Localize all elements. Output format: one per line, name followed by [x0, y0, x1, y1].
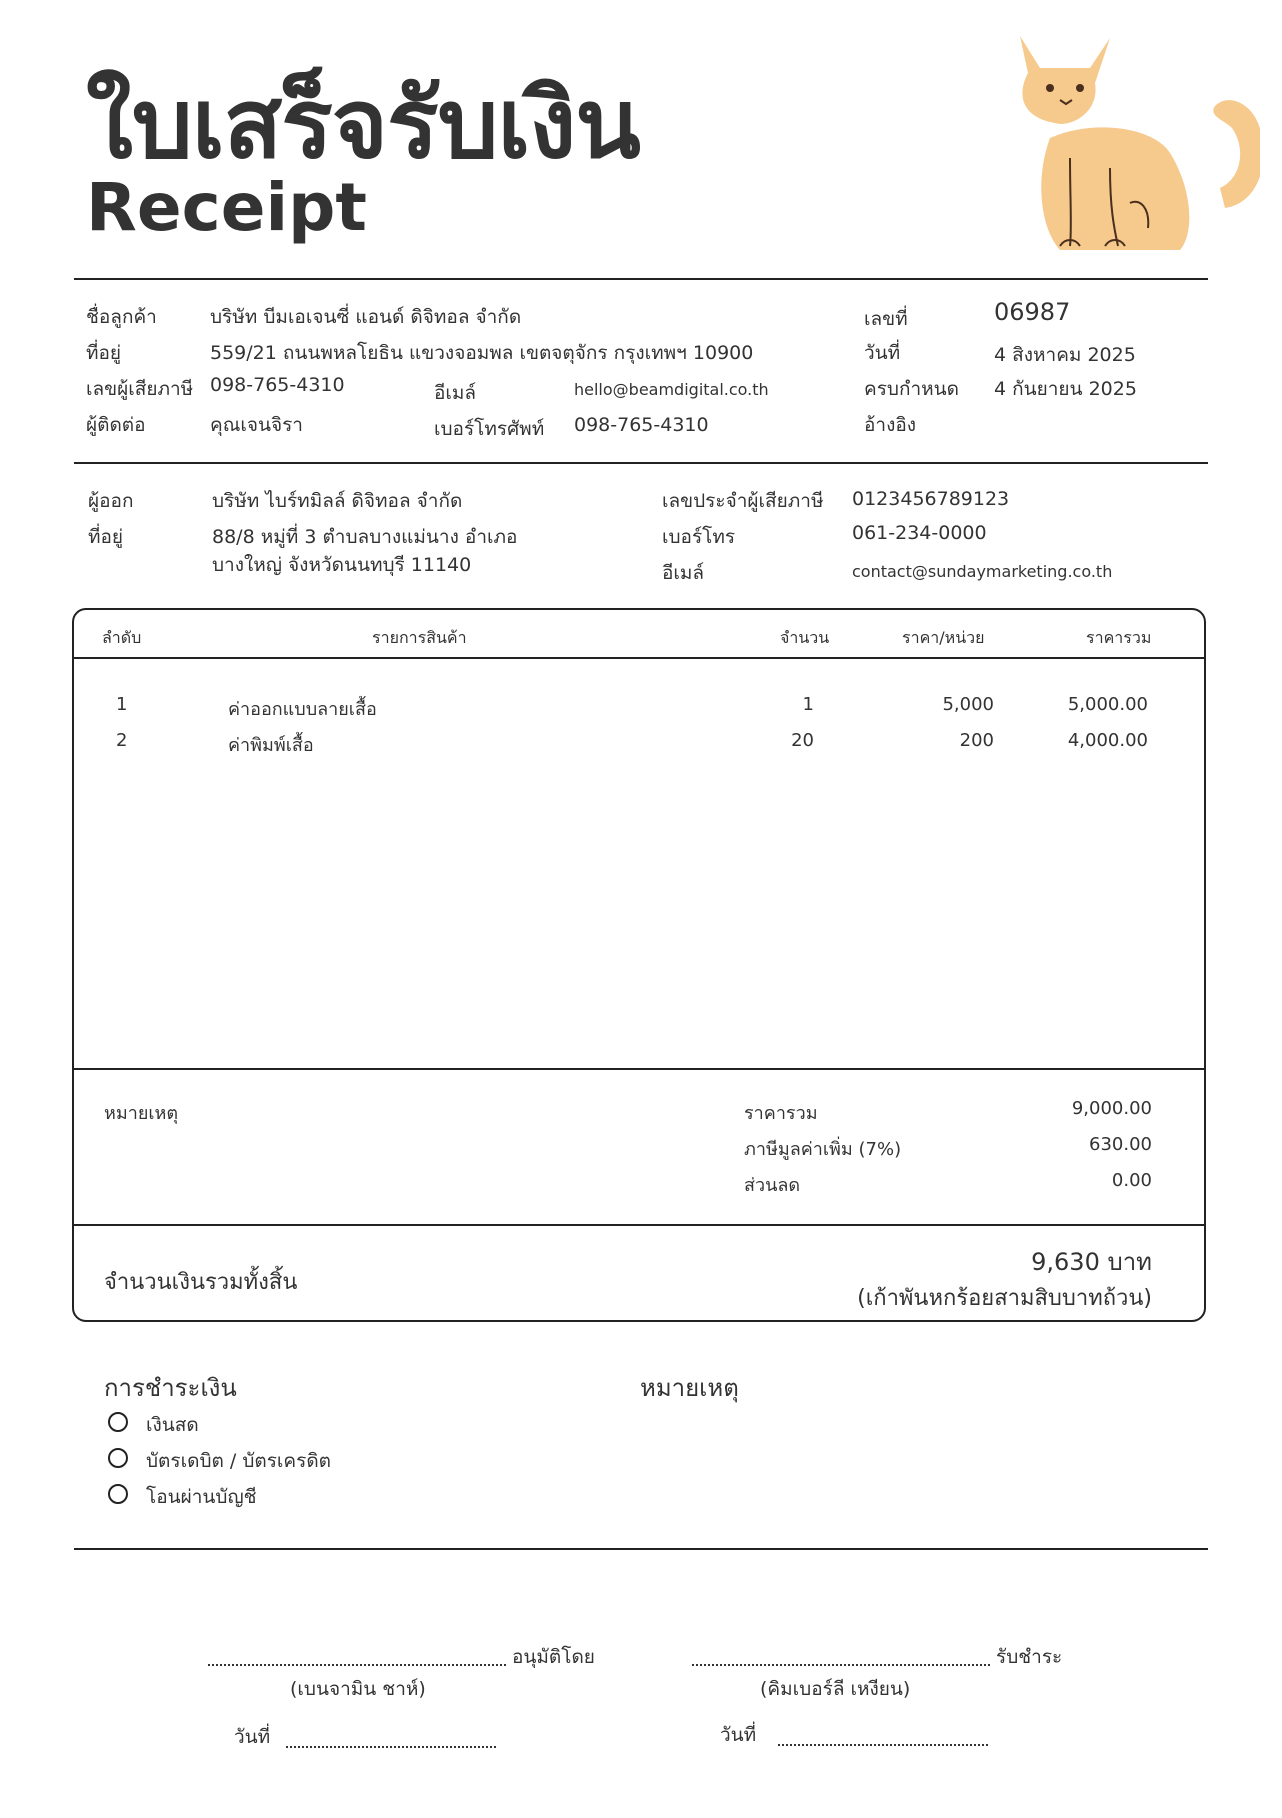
row-2-total: 4,000.00	[1067, 730, 1148, 751]
notes-title: หมายเหตุ	[640, 1374, 739, 1402]
received-by-label: รับชำระ	[996, 1646, 1063, 1668]
col-header-item: รายการสินค้า	[372, 628, 467, 647]
customer-tax-label: เลขผู้เสียภาษี	[86, 378, 194, 400]
grand-total-value: 9,630 บาท	[1031, 1248, 1152, 1276]
doc-number: 06987	[994, 298, 1071, 326]
approver-name: (เบนจามิน ชาห์)	[290, 1678, 426, 1700]
customer-phone: 098-765-4310	[574, 414, 709, 436]
subtotal-label: ราคารวม	[744, 1103, 818, 1124]
issuer-phone: 061-234-0000	[852, 522, 987, 544]
customer-name: บริษัท บีมเอเจนซี่ แอนด์ ดิจิทอล จำกัด	[210, 306, 522, 328]
title-english: Receipt	[86, 169, 367, 246]
approver-date-line[interactable]	[286, 1746, 496, 1748]
row-1-unit: 5,000	[942, 694, 994, 715]
approver-signature-line[interactable]	[208, 1664, 506, 1666]
discount-value: 0.00	[1111, 1170, 1152, 1191]
subtotal-value: 9,000.00	[1071, 1098, 1152, 1119]
divider	[74, 1548, 1208, 1550]
payment-title: การชำระเงิน	[104, 1374, 237, 1402]
vat-label: ภาษีมูลค่าเพิ่ม (7%)	[744, 1139, 902, 1160]
row-2-item: ค่าพิมพ์เสื้อ	[228, 735, 314, 756]
discount-label: ส่วนลด	[744, 1175, 801, 1196]
payment-card-radio[interactable]	[108, 1448, 128, 1468]
doc-date-label: วันที่	[864, 342, 901, 364]
customer-email-label: อีเมล์	[434, 382, 477, 404]
issuer-tax-label: เลขประจำผู้เสียภาษี	[662, 490, 824, 512]
cat-illustration	[1010, 28, 1260, 260]
grand-total-label: จำนวนเงินรวมทั้งสิ้น	[104, 1270, 298, 1295]
items-separator	[74, 1068, 1204, 1070]
row-1-item: ค่าออกแบบลายเสื้อ	[228, 699, 377, 720]
payment-transfer-radio[interactable]	[108, 1484, 128, 1504]
customer-contact: คุณเจนจิรา	[210, 414, 303, 436]
doc-number-label: เลขที่	[864, 308, 908, 330]
receiver-date-line[interactable]	[778, 1744, 988, 1746]
divider	[74, 462, 1208, 464]
payment-cash-label: เงินสด	[146, 1414, 199, 1436]
summary-note-label: หมายเหตุ	[104, 1103, 179, 1124]
approver-date-label: วันที่	[234, 1726, 271, 1748]
issuer-tax: 0123456789123	[852, 488, 1010, 510]
vat-value: 630.00	[1089, 1134, 1152, 1155]
grand-total-words: (เก้าพันหกร้อยสามสิบบาทถ้วน)	[857, 1286, 1152, 1311]
col-header-total: ราคารวม	[1086, 628, 1152, 647]
doc-ref-label: อ้างอิง	[864, 414, 917, 436]
items-table	[72, 608, 1206, 1322]
customer-address: 559/21 ถนนพหลโยธิน แขวงจอมพล เขตจตุจักร กรุงเทพฯ 10900	[210, 342, 754, 364]
customer-email: hello@beamdigital.co.th	[574, 380, 769, 399]
col-header-unit-price: ราคา/หน่วย	[902, 628, 985, 647]
col-header-qty: จำนวน	[780, 628, 830, 647]
customer-address-label: ที่อยู่	[86, 342, 122, 364]
issuer-name-label: ผู้ออก	[88, 490, 134, 512]
summary-separator	[74, 1224, 1204, 1226]
row-2-unit: 200	[959, 730, 994, 751]
issuer-email: contact@sundaymarketing.co.th	[852, 562, 1113, 581]
receiver-date-label: วันที่	[720, 1724, 757, 1746]
receiver-signature-line[interactable]	[692, 1664, 990, 1666]
row-2-qty: 20	[791, 730, 814, 751]
col-header-no: ลำดับ	[102, 628, 142, 647]
row-1-no: 1	[116, 694, 128, 715]
doc-date: 4 สิงหาคม 2025	[994, 344, 1136, 366]
row-2-no: 2	[116, 730, 128, 751]
receiver-name: (คิมเบอร์ลี เหงียน)	[760, 1678, 911, 1700]
title-thai: ใบเสร็จรับเงิน	[86, 68, 640, 180]
customer-phone-label: เบอร์โทรศัพท์	[434, 418, 545, 440]
payment-transfer-label: โอนผ่านบัญชี	[146, 1486, 257, 1508]
customer-tax: 098-765-4310	[210, 374, 345, 396]
issuer-address-line1: 88/8 หมู่ที่ 3 ตำบลบางแม่นาง อำเภอ	[212, 526, 518, 548]
customer-contact-label: ผู้ติดต่อ	[86, 414, 146, 436]
issuer-email-label: อีเมล์	[662, 562, 705, 584]
header-separator	[74, 657, 1204, 659]
doc-due-label: ครบกำหนด	[864, 378, 959, 400]
payment-cash-radio[interactable]	[108, 1412, 128, 1432]
issuer-address-line2: บางใหญ่ จังหวัดนนทบุรี 11140	[212, 554, 472, 576]
divider	[74, 278, 1208, 280]
issuer-address-label: ที่อยู่	[88, 526, 124, 548]
customer-name-label: ชื่อลูกค้า	[86, 306, 157, 328]
doc-due: 4 กันยายน 2025	[994, 378, 1137, 400]
payment-card-label: บัตรเดบิต / บัตรเครดิต	[146, 1450, 332, 1472]
issuer-phone-label: เบอร์โทร	[662, 526, 736, 548]
row-1-total: 5,000.00	[1067, 694, 1148, 715]
approved-by-label: อนุมัติโดย	[512, 1646, 595, 1668]
issuer-name: บริษัท ไบร์ทมิลล์ ดิจิทอล จำกัด	[212, 490, 463, 512]
row-1-qty: 1	[802, 694, 814, 715]
